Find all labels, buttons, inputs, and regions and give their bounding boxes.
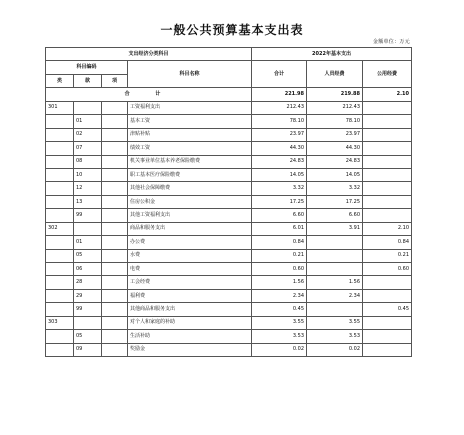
header-total: 合计 xyxy=(252,61,307,88)
kind-cell xyxy=(46,276,74,289)
section-cell: 02 xyxy=(74,128,102,141)
kind-cell xyxy=(46,263,74,276)
section-cell: 05 xyxy=(74,330,102,343)
section-cell: 28 xyxy=(74,276,102,289)
total-total-cell: 221.98 xyxy=(252,88,307,101)
personnel-cell: 0.02 xyxy=(307,343,363,356)
item-cell xyxy=(102,142,128,155)
table-row xyxy=(46,276,412,289)
header-subject-name: 科目名称 xyxy=(128,61,252,88)
item-cell xyxy=(102,263,128,276)
total-cell: 0.60 xyxy=(252,263,307,276)
personnel-cell: 78.10 xyxy=(307,115,363,128)
section-cell: 29 xyxy=(74,289,102,302)
subject-name-cell: 生活补助 xyxy=(128,330,252,343)
public-cell: 0.45 xyxy=(363,303,412,316)
public-cell xyxy=(363,276,412,289)
subject-name-cell: 其他社会保障缴费 xyxy=(128,182,252,195)
subject-name-cell: 绩效工资 xyxy=(128,142,252,155)
total-cell: 212.43 xyxy=(252,101,307,114)
kind-cell: 302 xyxy=(46,222,74,235)
personnel-cell: 1.56 xyxy=(307,276,363,289)
total-cell: 17.25 xyxy=(252,195,307,208)
item-cell xyxy=(102,155,128,168)
table-row xyxy=(46,316,412,329)
subject-name-cell: 其他商品和服务支出 xyxy=(128,303,252,316)
section-cell: 12 xyxy=(74,182,102,195)
item-cell xyxy=(102,249,128,262)
public-cell xyxy=(363,168,412,181)
subject-name-cell: 对个人和家庭的补助 xyxy=(128,316,252,329)
kind-cell xyxy=(46,128,74,141)
personnel-cell: 24.83 xyxy=(307,155,363,168)
table-row xyxy=(46,289,412,302)
table-row xyxy=(46,249,412,262)
subject-name-cell: 办公费 xyxy=(128,236,252,249)
item-cell xyxy=(102,289,128,302)
section-cell: 09 xyxy=(74,343,102,356)
table-row xyxy=(46,115,412,128)
header-year-budget: 2022年基本支出 xyxy=(252,48,412,61)
item-cell xyxy=(102,209,128,222)
personnel-cell: 14.05 xyxy=(307,168,363,181)
public-cell: 0.21 xyxy=(363,249,412,262)
kind-cell xyxy=(46,249,74,262)
public-cell xyxy=(363,128,412,141)
amount-unit-label: 金额单位：万元 xyxy=(372,39,410,45)
table-row xyxy=(46,195,412,208)
personnel-cell: 3.32 xyxy=(307,182,363,195)
personnel-cell: 3.91 xyxy=(307,222,363,235)
page-title: 一般公共预算基本支出表 xyxy=(160,23,304,37)
section-cell: 08 xyxy=(74,155,102,168)
item-cell xyxy=(102,343,128,356)
item-cell xyxy=(102,330,128,343)
item-cell xyxy=(102,276,128,289)
personnel-cell: 3.55 xyxy=(307,316,363,329)
header-item: 项 xyxy=(102,74,128,87)
total-cell: 23.97 xyxy=(252,128,307,141)
total-cell: 2.34 xyxy=(252,289,307,302)
section-cell: 10 xyxy=(74,168,102,181)
section-cell xyxy=(74,316,102,329)
personnel-cell: 6.60 xyxy=(307,209,363,222)
public-cell xyxy=(363,209,412,222)
table-row xyxy=(46,142,412,155)
section-cell: 99 xyxy=(74,303,102,316)
subject-name-cell: 福利费 xyxy=(128,289,252,302)
kind-cell xyxy=(46,289,74,302)
total-cell: 3.53 xyxy=(252,330,307,343)
table-row xyxy=(46,222,412,235)
subject-name-cell: 住房公积金 xyxy=(128,195,252,208)
item-cell xyxy=(102,168,128,181)
subject-name-cell: 工资福利支出 xyxy=(128,101,252,114)
total-cell: 6.60 xyxy=(252,209,307,222)
public-cell xyxy=(363,289,412,302)
public-cell xyxy=(363,316,412,329)
section-cell xyxy=(74,222,102,235)
public-cell: 2.10 xyxy=(363,222,412,235)
personnel-cell xyxy=(307,249,363,262)
total-cell: 78.10 xyxy=(252,115,307,128)
total-label: 合 计 xyxy=(46,88,252,101)
section-cell xyxy=(74,101,102,114)
header-section: 款 xyxy=(74,74,102,87)
public-cell xyxy=(363,182,412,195)
total-cell: 3.55 xyxy=(252,316,307,329)
budget-table-body xyxy=(46,88,412,357)
item-cell xyxy=(102,236,128,249)
subject-name-cell: 基本工资 xyxy=(128,115,252,128)
table-row xyxy=(46,303,412,316)
subject-name-cell: 奖励金 xyxy=(128,343,252,356)
total-cell: 0.02 xyxy=(252,343,307,356)
table-row xyxy=(46,263,412,276)
total-row xyxy=(46,88,412,101)
total-cell: 3.32 xyxy=(252,182,307,195)
public-cell xyxy=(363,155,412,168)
kind-cell xyxy=(46,142,74,155)
header-subject-code: 科目编码 xyxy=(46,61,128,74)
table-row xyxy=(46,209,412,222)
total-cell: 1.56 xyxy=(252,276,307,289)
item-cell xyxy=(102,128,128,141)
public-cell: 0.84 xyxy=(363,236,412,249)
personnel-cell: 44.30 xyxy=(307,142,363,155)
public-cell: 0.60 xyxy=(363,263,412,276)
subject-name-cell: 职工基本医疗保险缴费 xyxy=(128,168,252,181)
personnel-cell: 17.25 xyxy=(307,195,363,208)
total-public-cell: 2.10 xyxy=(363,88,412,101)
public-cell xyxy=(363,343,412,356)
section-cell: 01 xyxy=(74,236,102,249)
total-cell: 24.83 xyxy=(252,155,307,168)
item-cell xyxy=(102,303,128,316)
section-cell: 01 xyxy=(74,115,102,128)
subject-name-cell: 商品和服务支出 xyxy=(128,222,252,235)
section-cell: 05 xyxy=(74,249,102,262)
subject-name-cell: 水费 xyxy=(128,249,252,262)
item-cell xyxy=(102,222,128,235)
item-cell xyxy=(102,195,128,208)
subject-name-cell: 机关事业单位基本养老保险缴费 xyxy=(128,155,252,168)
budget-table xyxy=(45,47,412,357)
public-cell xyxy=(363,330,412,343)
subject-name-cell: 其他工资福利支出 xyxy=(128,209,252,222)
table-row xyxy=(46,155,412,168)
kind-cell: 301 xyxy=(46,101,74,114)
item-cell xyxy=(102,182,128,195)
personnel-cell: 212.43 xyxy=(307,101,363,114)
public-cell xyxy=(363,115,412,128)
item-cell xyxy=(102,101,128,114)
personnel-cell: 2.34 xyxy=(307,289,363,302)
table-row xyxy=(46,236,412,249)
kind-cell xyxy=(46,182,74,195)
section-cell: 13 xyxy=(74,195,102,208)
personnel-cell: 23.97 xyxy=(307,128,363,141)
subject-name-cell: 津贴补贴 xyxy=(128,128,252,141)
public-cell xyxy=(363,101,412,114)
kind-cell xyxy=(46,330,74,343)
subject-name-cell: 工会经费 xyxy=(128,276,252,289)
section-cell: 06 xyxy=(74,263,102,276)
table-row xyxy=(46,101,412,114)
personnel-cell xyxy=(307,236,363,249)
item-cell xyxy=(102,115,128,128)
kind-cell xyxy=(46,236,74,249)
table-row xyxy=(46,168,412,181)
subject-name-cell: 电费 xyxy=(128,263,252,276)
total-personnel-cell: 219.88 xyxy=(307,88,363,101)
item-cell xyxy=(102,316,128,329)
kind-cell: 303 xyxy=(46,316,74,329)
table-row xyxy=(46,343,412,356)
header-econ-class: 支出经济分类科目 xyxy=(46,48,252,61)
personnel-cell: 3.53 xyxy=(307,330,363,343)
header-kind: 类 xyxy=(46,74,74,87)
section-cell: 99 xyxy=(74,209,102,222)
personnel-cell xyxy=(307,303,363,316)
personnel-cell xyxy=(307,263,363,276)
kind-cell xyxy=(46,209,74,222)
total-cell: 0.21 xyxy=(252,249,307,262)
public-cell xyxy=(363,142,412,155)
kind-cell xyxy=(46,343,74,356)
header-personnel: 人员经费 xyxy=(307,61,363,88)
section-cell: 07 xyxy=(74,142,102,155)
kind-cell xyxy=(46,168,74,181)
table-row xyxy=(46,128,412,141)
total-cell: 14.05 xyxy=(252,168,307,181)
kind-cell xyxy=(46,195,74,208)
total-cell: 6.01 xyxy=(252,222,307,235)
kind-cell xyxy=(46,303,74,316)
table-row xyxy=(46,182,412,195)
total-cell: 0.45 xyxy=(252,303,307,316)
table-row xyxy=(46,330,412,343)
header-public: 公用经费 xyxy=(363,61,412,88)
public-cell xyxy=(363,195,412,208)
kind-cell xyxy=(46,115,74,128)
total-cell: 0.84 xyxy=(252,236,307,249)
kind-cell xyxy=(46,155,74,168)
total-cell: 44.30 xyxy=(252,142,307,155)
